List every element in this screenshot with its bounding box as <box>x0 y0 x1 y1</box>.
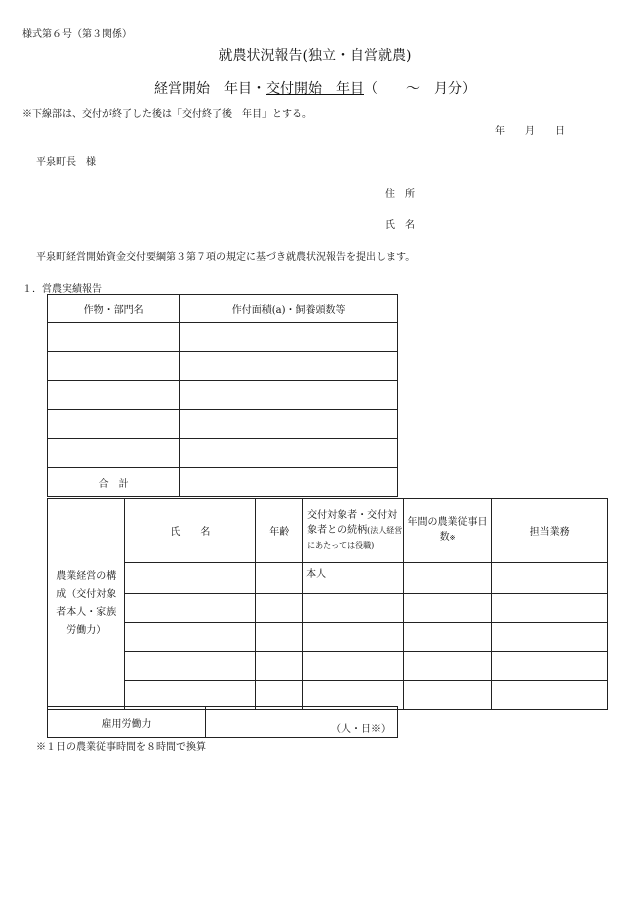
table-row <box>48 439 398 468</box>
date-field: 年 月 日 <box>495 126 565 137</box>
name-cell[interactable] <box>125 623 256 652</box>
age-column-header: 年齢 <box>256 499 303 563</box>
subtitle-management-years: 経営開始 年目・ <box>154 81 266 97</box>
name-cell[interactable] <box>125 652 256 681</box>
crop-cell[interactable] <box>48 439 180 468</box>
age-cell[interactable] <box>256 652 303 681</box>
days-cell[interactable] <box>403 594 492 623</box>
management-group-label: 農業経営の構成（交付対象者本人・家族労働力） <box>48 499 125 710</box>
crop-cell[interactable] <box>48 323 180 352</box>
hired-labor-label: 雇用労働力 <box>48 707 206 738</box>
table-row <box>48 323 398 352</box>
area-cell[interactable] <box>180 323 398 352</box>
days-cell[interactable] <box>403 563 492 594</box>
name-label: 氏 名 <box>385 220 415 231</box>
area-cell[interactable] <box>180 381 398 410</box>
area-cell[interactable] <box>180 352 398 381</box>
relation-cell[interactable] <box>303 594 404 623</box>
addressee: 平泉町長 様 <box>36 157 96 168</box>
relation-cell[interactable] <box>303 652 404 681</box>
section-heading: １．営農実績報告 <box>22 284 102 295</box>
crop-column-header: 作物・部門名 <box>48 295 180 323</box>
area-cell[interactable] <box>180 410 398 439</box>
area-column-header: 作付面積(a)・飼養頭数等 <box>180 295 398 323</box>
age-cell[interactable] <box>256 563 303 594</box>
days-cell[interactable] <box>403 623 492 652</box>
duty-column-header: 担当業務 <box>492 499 608 563</box>
relation-header-note: (法人経営にあたっては役職) <box>307 526 403 550</box>
total-cell[interactable] <box>180 468 398 497</box>
underline-note: ※下線部は、交付が終了した後は「交付終了後 年目」とする。 <box>22 109 312 120</box>
page-subtitle <box>0 78 630 98</box>
form-number: 様式第６号（第３関係） <box>22 29 132 40</box>
crop-cell[interactable] <box>48 410 180 439</box>
crop-results-table <box>47 294 398 497</box>
table-row <box>48 563 608 594</box>
duty-cell[interactable] <box>492 594 608 623</box>
duty-cell[interactable] <box>492 563 608 594</box>
age-cell[interactable] <box>256 623 303 652</box>
area-cell[interactable] <box>180 439 398 468</box>
table-row <box>48 352 398 381</box>
name-column-header: 氏 名 <box>125 499 256 563</box>
crop-cell[interactable] <box>48 381 180 410</box>
footnote: ※１日の農業従事時間を８時間で換算 <box>36 742 206 753</box>
age-cell[interactable] <box>256 594 303 623</box>
relation-cell[interactable]: 本人 <box>303 563 404 594</box>
statement-text: 平泉町経営開始資金交付要綱第３第７項の規定に基づき就農状況報告を提出します。 <box>36 252 416 263</box>
hired-labor-table <box>47 706 398 738</box>
name-cell[interactable] <box>125 563 256 594</box>
total-row <box>48 468 398 497</box>
table-row <box>48 652 608 681</box>
table-row <box>48 381 398 410</box>
duty-cell[interactable] <box>492 652 608 681</box>
farm-management-table <box>47 498 608 710</box>
duty-cell[interactable] <box>492 681 608 710</box>
days-cell[interactable] <box>403 652 492 681</box>
hired-labor-cell[interactable]: （人・日※） <box>206 707 398 738</box>
crop-cell[interactable] <box>48 352 180 381</box>
page-title: 就農状況報告(独立・自営就農) <box>218 48 412 64</box>
duty-cell[interactable] <box>492 623 608 652</box>
name-cell[interactable] <box>125 594 256 623</box>
address-label: 住 所 <box>385 189 415 200</box>
table-row <box>48 410 398 439</box>
subtitle-grant-years: 交付開始 年目 <box>266 81 364 97</box>
relation-header-text: 交付対象者・交付対象者との続柄 <box>307 510 398 536</box>
relation-cell[interactable] <box>303 623 404 652</box>
relation-column-header <box>303 499 404 563</box>
days-header-mark: ※ <box>449 534 456 542</box>
days-column-header <box>403 499 492 563</box>
table-row <box>48 594 608 623</box>
days-header-text: 年間の農業従事日数 <box>407 517 488 543</box>
days-cell[interactable] <box>403 681 492 710</box>
total-label: 合 計 <box>48 468 180 497</box>
subtitle-months: （ ～ 月分） <box>364 81 476 97</box>
table-row <box>48 623 608 652</box>
